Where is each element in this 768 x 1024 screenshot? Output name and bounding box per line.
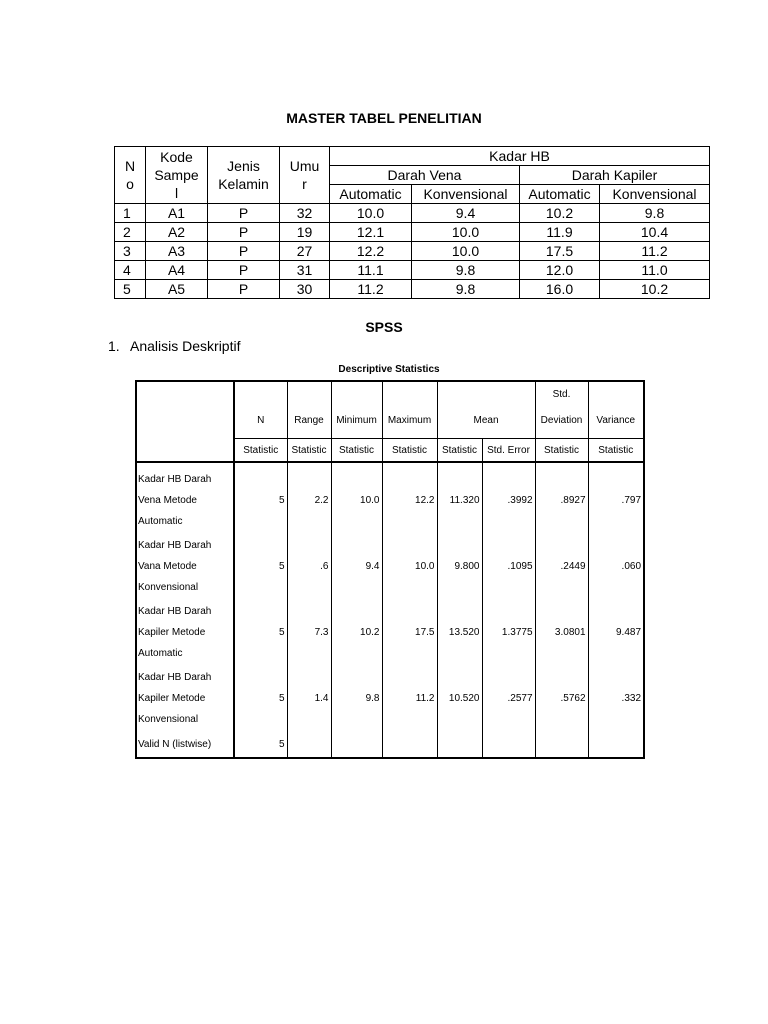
- section-index: 1.: [108, 338, 120, 354]
- table-row: [136, 533, 644, 599]
- cell-no: 3: [115, 242, 146, 261]
- table-row: [115, 223, 710, 242]
- cell-no: 5: [115, 280, 146, 299]
- cell-std-deviation: .2449: [535, 533, 588, 599]
- cell-no: 4: [115, 261, 146, 280]
- cell-kode: A2: [146, 223, 208, 242]
- spss-heading: SPSS: [365, 319, 403, 335]
- cell-range: .6: [287, 533, 331, 599]
- header-umur: Umu r: [280, 147, 330, 204]
- cell-umur: 30: [280, 280, 330, 299]
- table-row: [136, 665, 644, 731]
- cell-empty: [588, 731, 644, 758]
- cell-std-error: .3992: [482, 462, 535, 533]
- cell-mean: 11.320: [437, 462, 482, 533]
- cell-kapiler-automatic: 10.2: [520, 204, 600, 223]
- row-label: Kadar HB Darah Vena Metode Automatic: [136, 462, 234, 533]
- cell-minimum: 9.8: [331, 665, 382, 731]
- cell-kapiler-konvensional: 10.2: [600, 280, 710, 299]
- cell-empty: [535, 731, 588, 758]
- master-table: [114, 146, 710, 299]
- subheader-std-error: Std. Error: [482, 439, 535, 463]
- cell-n: 5: [234, 731, 287, 758]
- header-kapiler-konvensional: Konvensional: [600, 185, 710, 204]
- cell-umur: 32: [280, 204, 330, 223]
- table-row: [136, 599, 644, 665]
- header-maximum: Maximum: [382, 381, 437, 439]
- subheader-statistic: Statistic: [382, 439, 437, 463]
- cell-minimum: 9.4: [331, 533, 382, 599]
- cell-std-deviation: .8927: [535, 462, 588, 533]
- cell-empty: [331, 731, 382, 758]
- cell-jenis-kelamin: P: [208, 261, 280, 280]
- cell-std-deviation: .5762: [535, 665, 588, 731]
- header-jenis-kelamin: Jenis Kelamin: [208, 147, 280, 204]
- header-kadar-hb: Kadar HB: [330, 147, 710, 166]
- cell-kapiler-automatic: 17.5: [520, 242, 600, 261]
- cell-range: 7.3: [287, 599, 331, 665]
- cell-n: 5: [234, 599, 287, 665]
- cell-std-error: .1095: [482, 533, 535, 599]
- header-minimum: Minimum: [331, 381, 382, 439]
- cell-std-error: 1.3775: [482, 599, 535, 665]
- corner-cell: [136, 381, 234, 439]
- cell-kode: A4: [146, 261, 208, 280]
- table-row: [115, 242, 710, 261]
- section-label: Analisis Deskriptif: [130, 338, 241, 354]
- descriptive-statistics-table: [135, 380, 645, 759]
- cell-variance: .797: [588, 462, 644, 533]
- cell-minimum: 10.0: [331, 462, 382, 533]
- cell-empty: [437, 731, 482, 758]
- header-vena-konvensional: Konvensional: [412, 185, 520, 204]
- row-label: Kadar HB Darah Vana Metode Konvensional: [136, 533, 234, 599]
- cell-range: 2.2: [287, 462, 331, 533]
- cell-variance: .332: [588, 665, 644, 731]
- header-mean: Mean: [437, 381, 535, 439]
- cell-range: 1.4: [287, 665, 331, 731]
- cell-no: 2: [115, 223, 146, 242]
- cell-jenis-kelamin: P: [208, 204, 280, 223]
- descriptive-statistics-title: Descriptive Statistics: [338, 364, 440, 375]
- cell-vena-konvensional: 10.0: [412, 223, 520, 242]
- cell-n: 5: [234, 462, 287, 533]
- subheader-statistic: Statistic: [588, 439, 644, 463]
- cell-jenis-kelamin: P: [208, 280, 280, 299]
- cell-maximum: 17.5: [382, 599, 437, 665]
- cell-maximum: 10.0: [382, 533, 437, 599]
- cell-n: 5: [234, 665, 287, 731]
- table-row: [115, 204, 710, 223]
- row-label: Kadar HB Darah Kapiler Metode Konvensional: [136, 665, 234, 731]
- subheader-statistic: Statistic: [535, 439, 588, 463]
- cell-umur: 19: [280, 223, 330, 242]
- cell-umur: 27: [280, 242, 330, 261]
- cell-jenis-kelamin: P: [208, 223, 280, 242]
- subheader-statistic: Statistic: [287, 439, 331, 463]
- subheader-statistic: Statistic: [331, 439, 382, 463]
- cell-std-deviation: 3.0801: [535, 599, 588, 665]
- table-row: [115, 261, 710, 280]
- row-label: Valid N (listwise): [136, 731, 234, 758]
- cell-maximum: 11.2: [382, 665, 437, 731]
- cell-jenis-kelamin: P: [208, 242, 280, 261]
- cell-vena-konvensional: 9.4: [412, 204, 520, 223]
- subheader-statistic: Statistic: [437, 439, 482, 463]
- table-row: [115, 280, 710, 299]
- header-darah-kapiler: Darah Kapiler: [520, 166, 710, 185]
- header-std-deviation: Std. Deviation: [535, 381, 588, 439]
- corner-cell: [136, 439, 234, 463]
- row-label: Kadar HB Darah Kapiler Metode Automatic: [136, 599, 234, 665]
- header-range: Range: [287, 381, 331, 439]
- cell-vena-konvensional: 9.8: [412, 280, 520, 299]
- cell-kode: A3: [146, 242, 208, 261]
- cell-vena-automatic: 10.0: [330, 204, 412, 223]
- cell-mean: 9.800: [437, 533, 482, 599]
- header-no: N o: [115, 147, 146, 204]
- header-kode-sampel: Kode Sampe l: [146, 147, 208, 204]
- header-n: N: [234, 381, 287, 439]
- document-title: MASTER TABEL PENELITIAN: [286, 110, 482, 126]
- cell-empty: [482, 731, 535, 758]
- cell-minimum: 10.2: [331, 599, 382, 665]
- cell-empty: [287, 731, 331, 758]
- cell-kode: A1: [146, 204, 208, 223]
- cell-vena-automatic: 12.1: [330, 223, 412, 242]
- header-vena-automatic: Automatic: [330, 185, 412, 204]
- cell-variance: .060: [588, 533, 644, 599]
- cell-mean: 13.520: [437, 599, 482, 665]
- table-row: [136, 462, 644, 533]
- cell-kapiler-konvensional: 10.4: [600, 223, 710, 242]
- cell-kapiler-automatic: 12.0: [520, 261, 600, 280]
- cell-maximum: 12.2: [382, 462, 437, 533]
- header-darah-vena: Darah Vena: [330, 166, 520, 185]
- cell-empty: [382, 731, 437, 758]
- cell-kapiler-konvensional: 9.8: [600, 204, 710, 223]
- cell-vena-automatic: 12.2: [330, 242, 412, 261]
- header-kapiler-automatic: Automatic: [520, 185, 600, 204]
- cell-kapiler-konvensional: 11.0: [600, 261, 710, 280]
- table-row-valid-n: [136, 731, 644, 758]
- cell-kode: A5: [146, 280, 208, 299]
- cell-mean: 10.520: [437, 665, 482, 731]
- section-heading: [108, 338, 240, 354]
- cell-variance: 9.487: [588, 599, 644, 665]
- cell-vena-konvensional: 10.0: [412, 242, 520, 261]
- cell-n: 5: [234, 533, 287, 599]
- cell-vena-automatic: 11.1: [330, 261, 412, 280]
- cell-umur: 31: [280, 261, 330, 280]
- cell-vena-konvensional: 9.8: [412, 261, 520, 280]
- cell-no: 1: [115, 204, 146, 223]
- cell-kapiler-konvensional: 11.2: [600, 242, 710, 261]
- cell-vena-automatic: 11.2: [330, 280, 412, 299]
- subheader-statistic: Statistic: [234, 439, 287, 463]
- cell-std-error: .2577: [482, 665, 535, 731]
- cell-kapiler-automatic: 11.9: [520, 223, 600, 242]
- cell-kapiler-automatic: 16.0: [520, 280, 600, 299]
- header-variance: Variance: [588, 381, 644, 439]
